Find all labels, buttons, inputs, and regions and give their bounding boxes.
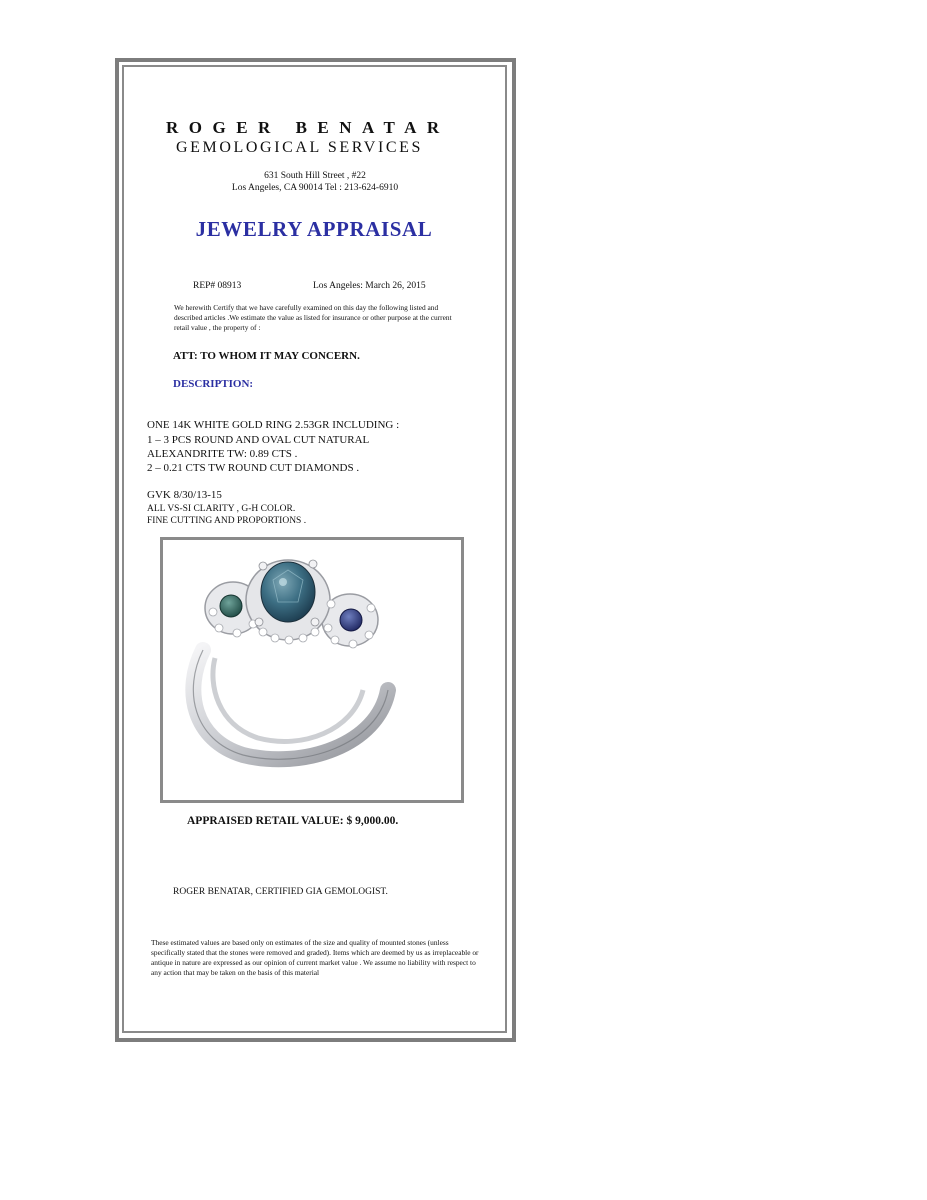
address-line-1: 631 South Hill Street , #22: [264, 171, 366, 181]
description-line: ONE 14K WHITE GOLD RING 2.53GR INCLUDING :: [147, 419, 400, 431]
attention-line: ATT: TO WHOM IT MAY CONCERN.: [173, 350, 360, 362]
disclaimer-paragraph: These estimated values are based only on estimates of the size and quality of mounted stones (unless specifically stated that the stones were removed and graded). Items which are deemed by us as irreplaceable or antique in nature are expressed as our opinion of current market value . We assume no liability with respect to any action that may be taken on the basis of this material: [151, 938, 479, 977]
description-line: 1 – 3 PCS ROUND AND OVAL CUT NATURAL: [147, 434, 370, 446]
gemologist-signature-line: ROGER BENATAR, CERTIFIED GIA GEMOLOGIST.: [173, 887, 388, 897]
appraisal-date: Los Angeles: March 26, 2015: [313, 281, 426, 291]
ring-image: [163, 540, 461, 800]
company-subtitle: GEMOLOGICAL SERVICES: [176, 139, 424, 156]
description-line: ALEXANDRITE TW: 0.89 CTS .: [147, 448, 298, 460]
document-title: JEWELRY APPRAISAL: [195, 217, 433, 241]
appraised-value: APPRAISED RETAIL VALUE: $ 9,000.00.: [187, 815, 399, 827]
certify-paragraph: We herewith Certify that we have carefully examined on this day the following listed and described articles .We estimate the value as listed for insurance or other purpose at the current retail value , the property of :: [174, 303, 452, 332]
rep-number: REP# 08913: [193, 281, 242, 291]
gvk-line: GVK 8/30/13-15: [147, 489, 222, 501]
address-line-2: Los Angeles, CA 90014 Tel : 213-624-6910: [231, 183, 399, 193]
description-heading: DESCRIPTION:: [173, 378, 254, 390]
quality-line: ALL VS-SI CLARITY , G-H COLOR.: [147, 504, 296, 514]
quality-line: FINE CUTTING AND PROPORTIONS .: [147, 516, 307, 526]
company-name: ROGER BENATAR: [166, 118, 450, 137]
description-line: 2 – 0.21 CTS TW ROUND CUT DIAMONDS .: [147, 462, 360, 474]
ring-photo: [160, 537, 464, 803]
